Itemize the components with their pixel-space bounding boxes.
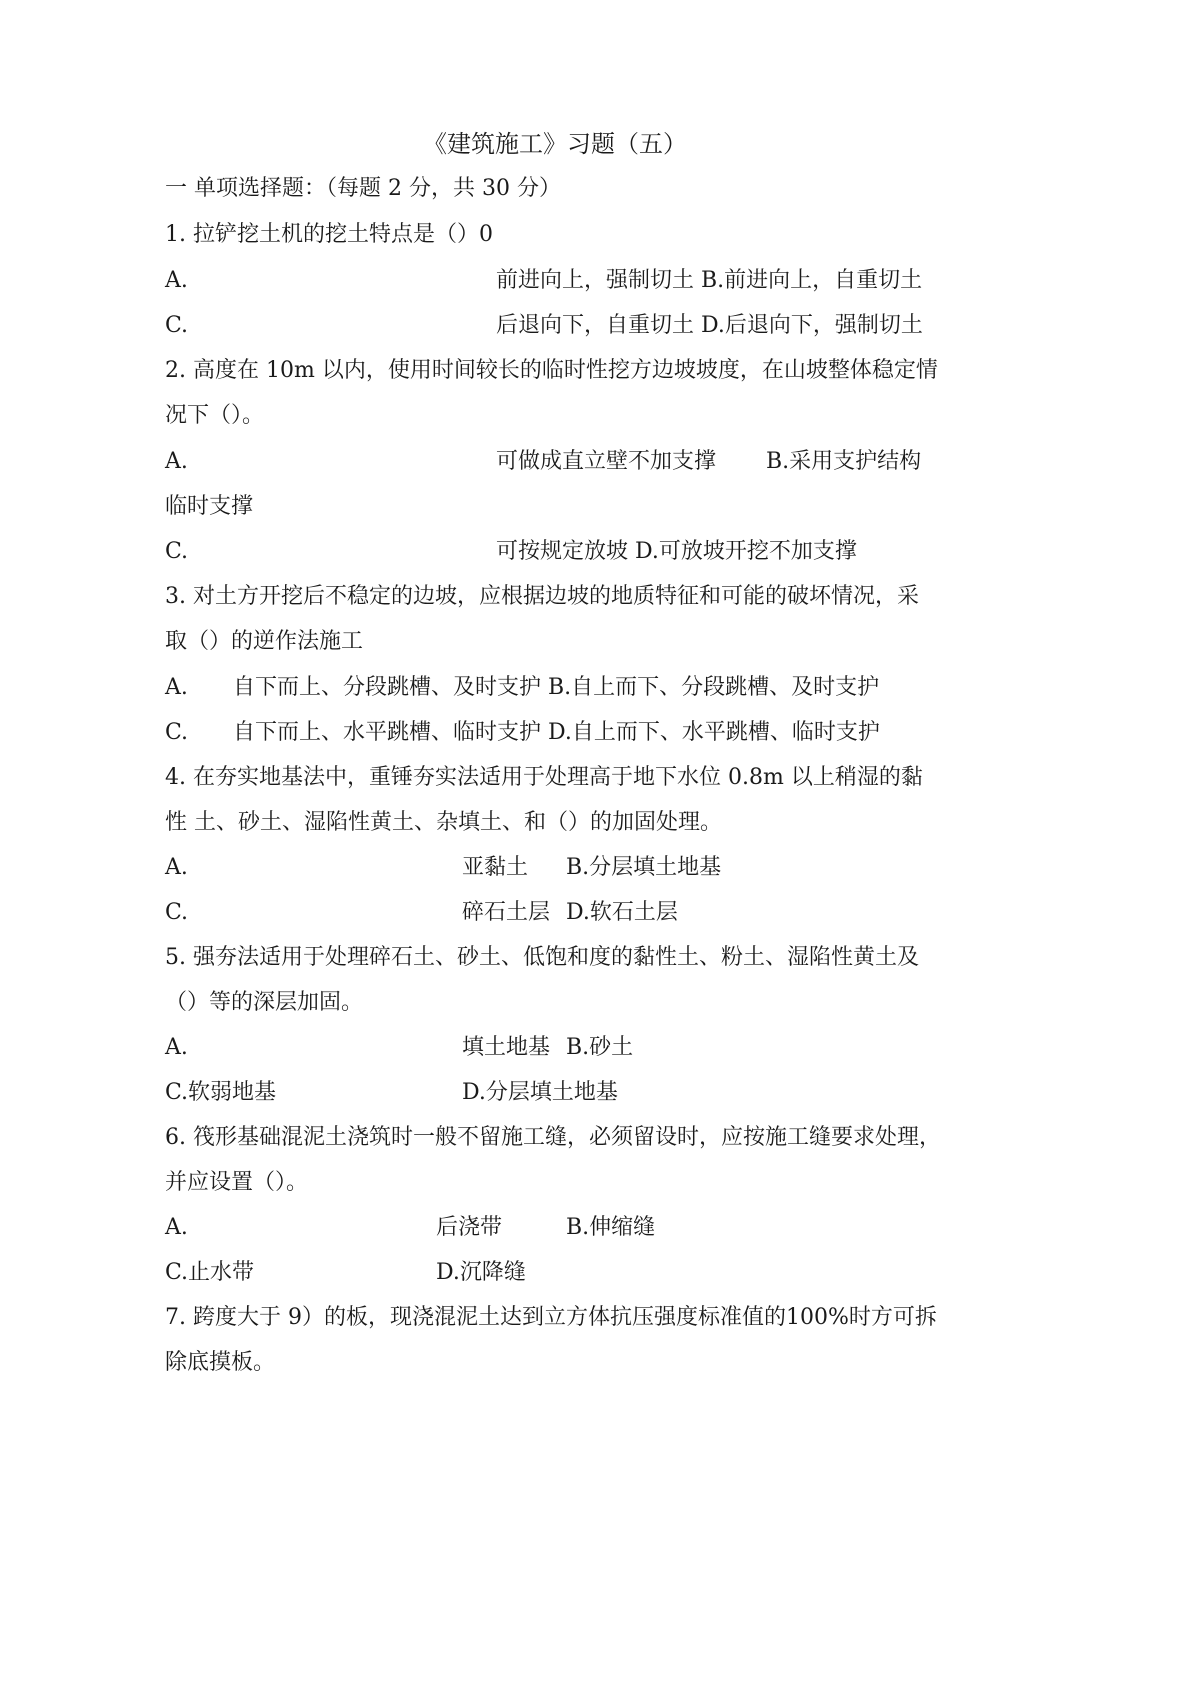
- q1-option-c-label: C.: [165, 313, 189, 338]
- q3-option-a-label: A.: [165, 675, 188, 700]
- question-2-stem-cont: 况下（）。: [165, 403, 265, 428]
- q6-option-a: 后浇带: [436, 1215, 503, 1240]
- q6-option-c: C.止水带: [165, 1260, 255, 1285]
- q5-option-d: D.分层填土地基: [462, 1080, 618, 1105]
- q2-option-c-label: C.: [165, 539, 189, 564]
- q3-options-cd: 自下而上、水平跳槽、临时支护 D.自上而下、水平跳槽、临时支护: [233, 720, 880, 745]
- q1-options-cd: 后退向下，自重切土 D.后退向下，强制切土: [496, 313, 923, 338]
- question-1-stem: 1. 拉铲挖土机的挖土特点是（）0: [165, 222, 493, 247]
- question-4-stem-cont: 性 土、砂土、湿陷性黄土、杂填土、和（）的加固处理。: [165, 810, 722, 835]
- question-2-stem: 2. 高度在 10m 以内，使用时间较长的临时性挖方边坡坡度，在山坡整体稳定情: [165, 358, 938, 383]
- section-heading: 一 单项选择题：（每题 2 分，共 30 分）: [165, 176, 561, 201]
- q4-option-c-label: C.: [165, 900, 189, 925]
- q4-option-a-label: A.: [165, 855, 188, 880]
- q4-option-a: 亚黏土: [462, 855, 529, 880]
- question-5-stem: 5. 强夯法适用于处理碎石土、砂土、低饱和度的黏性土、粉土、湿陷性黄土及: [165, 945, 919, 970]
- q2-option-a: 可做成直立壁不加支撑: [496, 449, 717, 474]
- question-7-stem: 7. 跨度大于 9）的板，现浇混泥土达到立方体抗压强度标准值的100%时方可拆: [165, 1305, 937, 1330]
- q3-options-ab: 自下而上、分段跳槽、及时支护 B.自上而下、分段跳槽、及时支护: [233, 675, 880, 700]
- q6-option-b: B.伸缩缝: [566, 1215, 656, 1240]
- question-6-stem-cont: 并应设置（）。: [165, 1170, 309, 1195]
- q2-option-b: B.采用支护结构: [766, 449, 922, 474]
- q1-options-ab: 前进向上，强制切土 B.前进向上，自重切土: [496, 268, 923, 293]
- q5-option-c: C.软弱地基: [165, 1080, 277, 1105]
- question-3-stem: 3. 对土方开挖后不稳定的边坡，应根据边坡的地质特征和可能的破坏情况，采: [165, 584, 919, 609]
- page-title: 《建筑施工》习题（五）: [423, 130, 687, 158]
- q6-option-d: D.沉降缝: [436, 1260, 526, 1285]
- q2-option-b-cont: 临时支撑: [165, 494, 254, 519]
- question-4-stem: 4. 在夯实地基法中，重锤夯实法适用于处理高于地下水位 0.8m 以上稍湿的黏: [165, 765, 923, 790]
- q6-option-a-label: A.: [165, 1215, 188, 1240]
- question-7-stem-cont: 除底摸板。: [165, 1350, 276, 1375]
- q5-option-a-label: A.: [165, 1035, 188, 1060]
- q2-options-cd: 可按规定放坡 D.可放坡开挖不加支撑: [496, 539, 857, 564]
- q1-option-a-label: A.: [165, 268, 188, 293]
- question-5-stem-cont: （）等的深层加固。: [165, 990, 364, 1015]
- q5-option-b: B.砂土: [566, 1035, 634, 1060]
- q3-option-c-label: C.: [165, 720, 189, 745]
- q4-option-c: 碎石土层: [462, 900, 551, 925]
- q2-option-a-label: A.: [165, 449, 188, 474]
- q4-option-b: B.分层填土地基: [566, 855, 722, 880]
- question-3-stem-cont: 取（）的逆作法施工: [165, 629, 364, 654]
- q5-option-a: 填土地基: [462, 1035, 551, 1060]
- q4-option-d: D.软石土层: [566, 900, 678, 925]
- question-6-stem: 6. 筏形基础混泥土浇筑时一般不留施工缝，必须留设时，应按施工缝要求处理，: [165, 1125, 941, 1150]
